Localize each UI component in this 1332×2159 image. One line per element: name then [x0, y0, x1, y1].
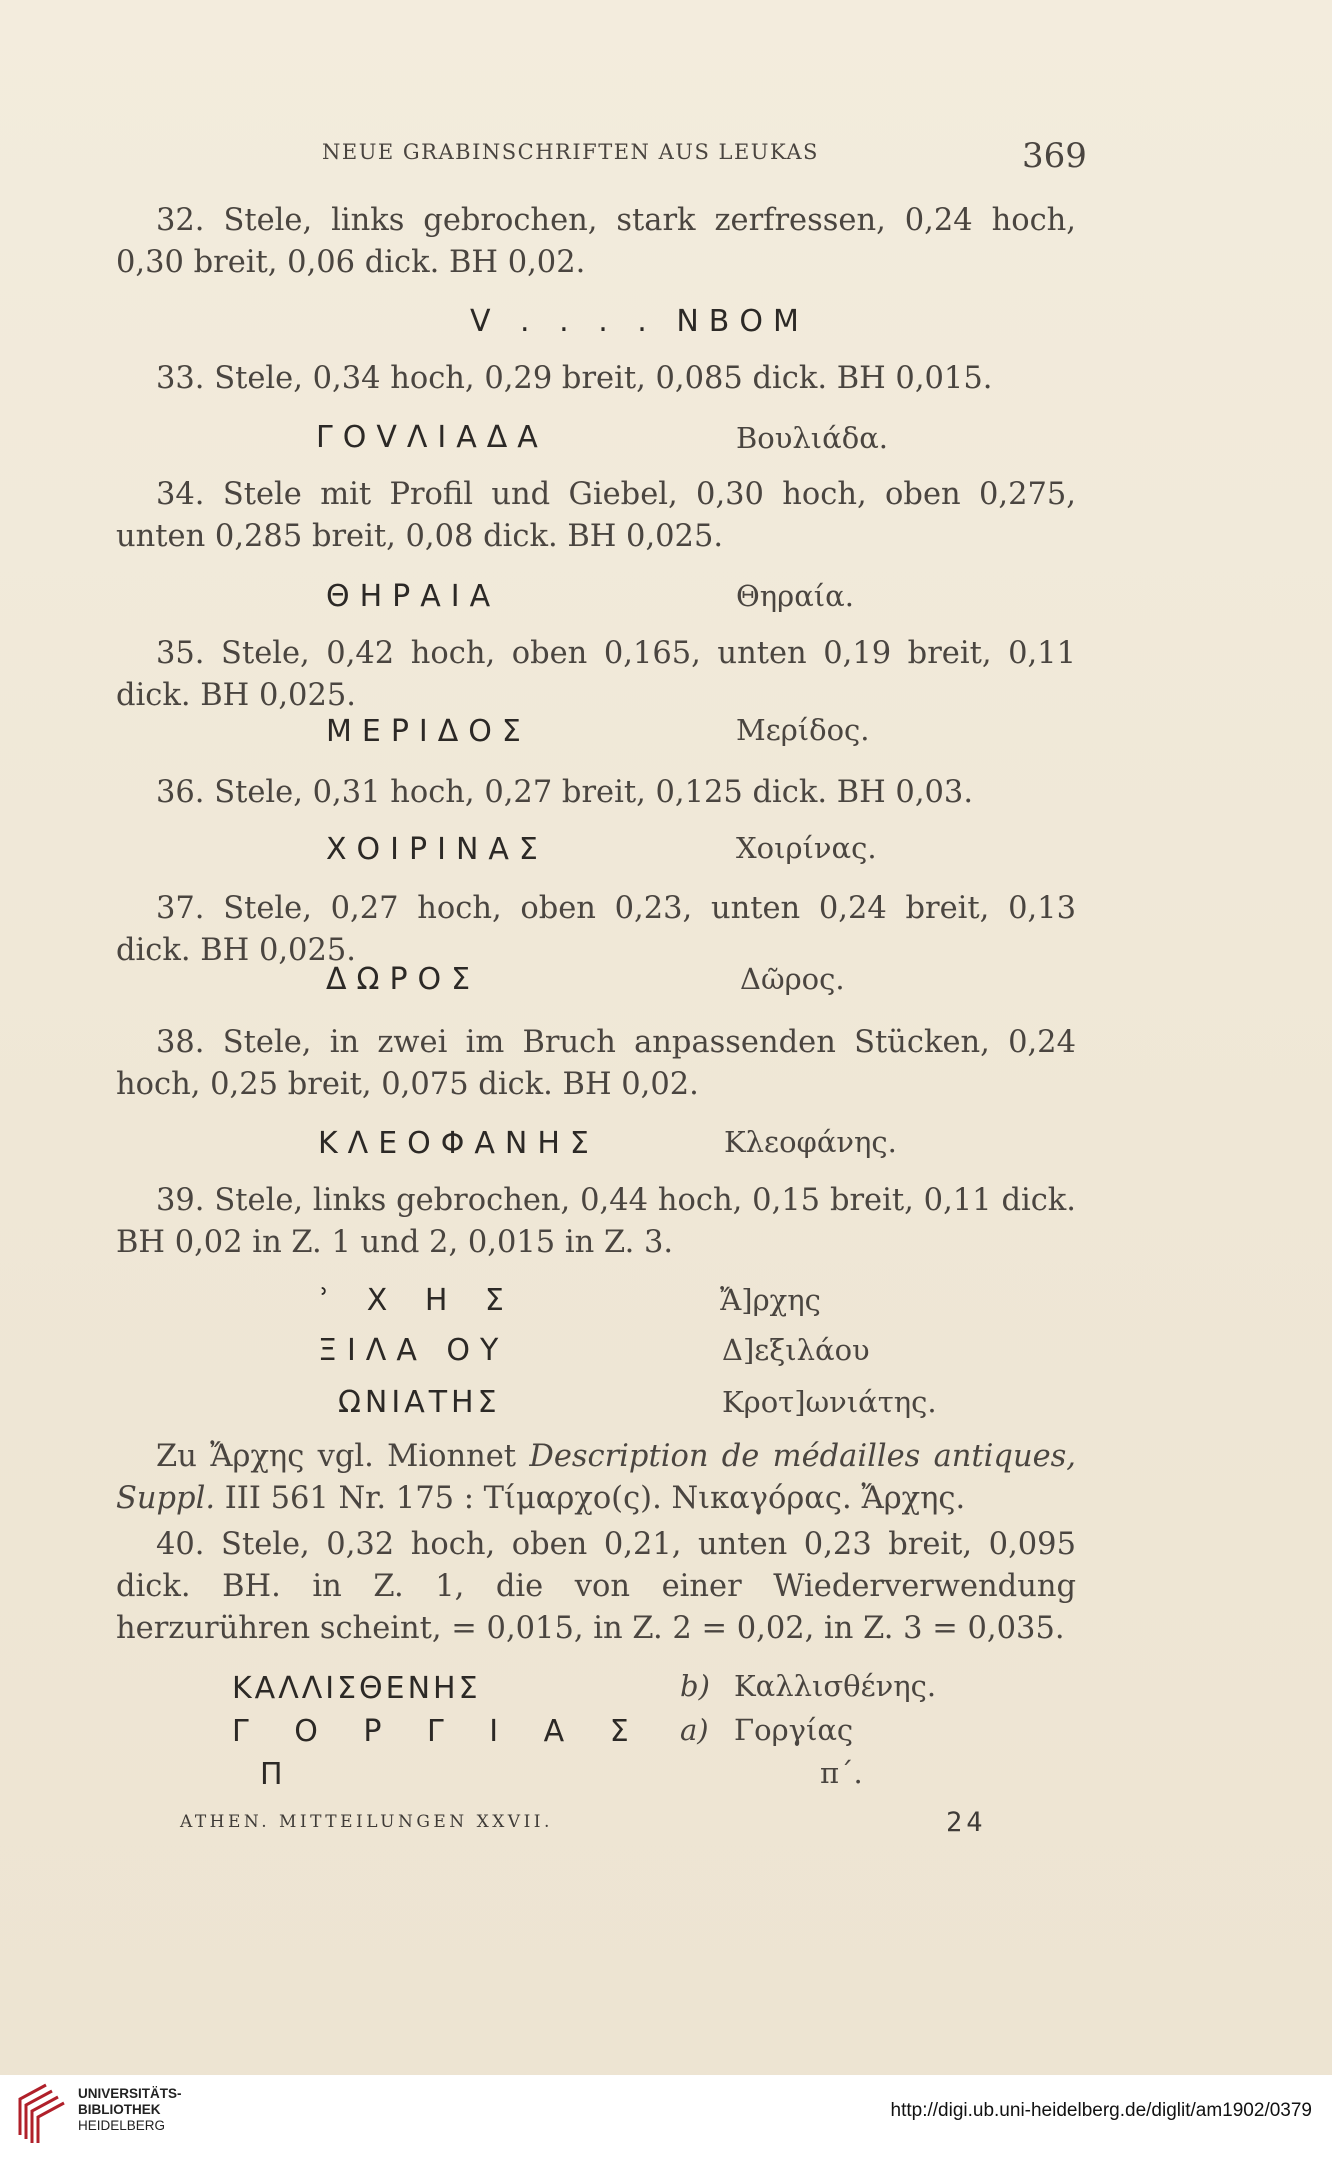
entry-36-transcription: Χοιρίνας.	[736, 831, 877, 865]
entry-33-transcription: Βουλιάδα.	[736, 421, 888, 455]
entry-40-line1-label: b)	[680, 1669, 710, 1703]
entry-34-text: 34. Stele mit Profil und Giebel, 0,30 hoch, oben 0,275, unten 0,285 breit, 0,08 dick. BH 0,025.	[116, 477, 1076, 554]
page-number: 369	[1022, 136, 1087, 176]
entry-32-text: 32. Stele, links gebrochen, stark zerfressen, 0,24 hoch, 0,30 breit, 0,06 dick. BH 0,02.	[116, 203, 1076, 280]
entry-40-line1-inscription: ΚΑΛΛΙΣΘΕΝΗΣ	[232, 1671, 481, 1706]
entry-37-inscription: ΔΩΡΟΣ	[326, 962, 481, 997]
entry-37-text: 37. Stele, 0,27 hoch, oben 0,23, unten 0,24 breit, 0,13 dick. BH 0,025.	[116, 891, 1076, 968]
running-head: NEUE GRABINSCHRIFTEN AUS LEUKAS	[322, 140, 819, 164]
entry-38-inscription: ΚΛΕΟΦΑΝΗΣ	[318, 1126, 599, 1161]
entry-40-line3-transcription: π΄.	[820, 1756, 863, 1790]
entry-34-inscription: ΘΗΡΑΙΑ	[326, 579, 501, 614]
entry-39-note-post: III 561 Nr. 175 : Τίμαρχο(ς). Νικαγόρας. Ἄρχης.	[224, 1481, 966, 1516]
entry-40-line1-transcription: Καλλισθένης.	[734, 1669, 937, 1703]
permalink-url[interactable]: http://digi.ub.uni-heidelberg.de/diglit/am1902/0379	[890, 2100, 1312, 2121]
entry-38-transcription: Κλεοφάνης.	[724, 1125, 897, 1159]
entry-39-note-title: Description de médailles antiques, Suppl.	[116, 1439, 1077, 1516]
entry-39-note-pre: Zu Ἄρχης vgl. Mionnet	[156, 1439, 517, 1474]
entry-39-note	[116, 1436, 1076, 1520]
entry-40-line2-inscription: Γ Ο Ρ Γ Ι Α Σ	[232, 1714, 647, 1749]
library-logo-icon[interactable]	[14, 2077, 72, 2147]
library-name	[78, 2086, 182, 2134]
entry-38-text: 38. Stele, in zwei im Bruch anpassenden Stücken, 0,24 hoch, 0,25 breit, 0,075 dick. BH 0,02.	[116, 1025, 1076, 1102]
signature-mark: 24	[946, 1807, 987, 1838]
entry-40-text: 40. Stele, 0,32 hoch, oben 0,21, unten 0,23 breit, 0,095 dick. BH. in Z. 1, die von einer Wiederverwendung herzurühren scheint, = 0,015, in Z. 2 = 0,02, in Z. 3 = 0,035.	[116, 1527, 1076, 1646]
journal-footer: ATHEN. MITTEILUNGEN XXVII.	[180, 1812, 553, 1832]
entry-36-inscription: ΧΟΙΡΙΝΑΣ	[326, 832, 548, 867]
entry-33-inscription: ΓΟVΛΙΑΔΑ	[316, 420, 548, 455]
entry-39-text: 39. Stele, links gebrochen, 0,44 hoch, 0,15 breit, 0,11 dick. BH 0,02 in Z. 1 und 2, 0,015 in Z. 3.	[116, 1183, 1076, 1260]
entry-32-inscription: V . . . . ΝΒΟΜ	[470, 304, 809, 339]
library-line2: BIBLIOTHEK	[78, 2102, 161, 2117]
entry-39-line1-transcription: Ἄ]ρχης	[720, 1283, 821, 1317]
entry-35-transcription: Μερίδος.	[736, 713, 870, 747]
entry-40-line3-inscription: Π	[260, 1757, 293, 1792]
entry-36-text: 36. Stele, 0,31 hoch, 0,27 breit, 0,125 dick. BH 0,03.	[156, 775, 974, 810]
library-line1: UNIVERSITÄTS-	[78, 2086, 182, 2101]
entry-34-transcription: Θηραία.	[736, 579, 854, 613]
entry-39-line1-inscription: ʾ Χ Η Σ	[320, 1283, 518, 1318]
entry-39-line3-inscription: ΩΝΙΑΤΗΣ	[338, 1385, 501, 1420]
entry-35-inscription: ΜΕΡΙΔΟΣ	[326, 714, 531, 749]
entry-39-line3-transcription: Κροτ]ωνιάτης.	[722, 1385, 937, 1419]
entry-39-line2-transcription: Δ]εξιλάου	[722, 1333, 870, 1367]
entry-40-line2-label: a)	[680, 1713, 709, 1747]
entry-39-line2-inscription: ΞΙΛΑ ΟΥ	[318, 1333, 509, 1368]
entry-35-text: 35. Stele, 0,42 hoch, oben 0,165, unten 0,19 breit, 0,11 dick. BH 0,025.	[116, 636, 1076, 713]
library-line3: HEIDELBERG	[78, 2118, 166, 2133]
entry-37-transcription: Δῶρος.	[740, 962, 845, 996]
entry-33-text: 33. Stele, 0,34 hoch, 0,29 breit, 0,085 dick. BH 0,015.	[156, 361, 993, 396]
entry-40-line2-transcription: Γοργίας	[734, 1713, 854, 1747]
